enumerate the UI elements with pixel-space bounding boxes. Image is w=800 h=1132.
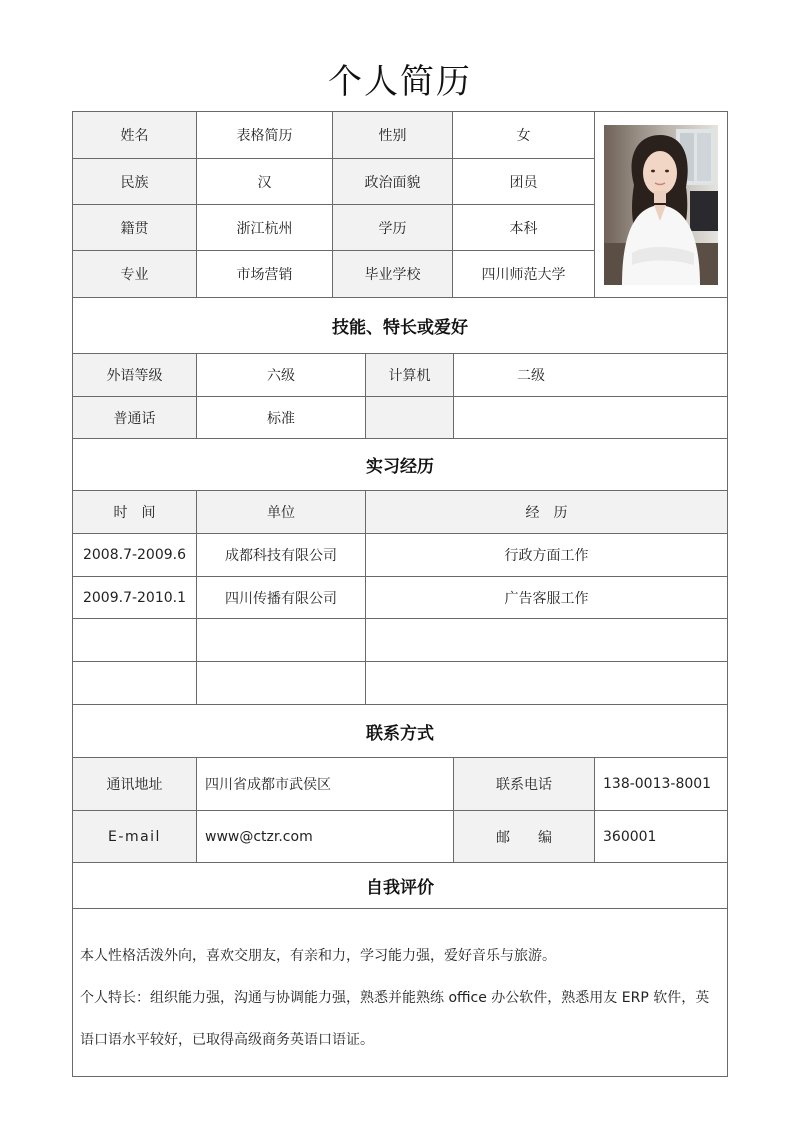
name-label: 姓名 xyxy=(73,112,197,159)
evaluation-heading: 自我评价 xyxy=(73,863,727,909)
internship-header-unit: 单位 xyxy=(197,491,366,534)
empty-row-cell xyxy=(197,662,366,705)
hometown-label: 籍贯 xyxy=(73,205,197,251)
name-value: 表格简历 xyxy=(197,112,333,159)
postcode-value: 360001 xyxy=(595,811,727,863)
contact-heading: 联系方式 xyxy=(73,705,727,758)
gender-value: 女 xyxy=(453,112,595,159)
evaluation-text xyxy=(73,909,727,1076)
table-row-experience: 行政方面工作 xyxy=(366,534,727,577)
ethnicity-value: 汉 xyxy=(197,159,333,205)
gender-label: 性别 xyxy=(333,112,453,159)
education-label: 学历 xyxy=(333,205,453,251)
ethnicity-label: 民族 xyxy=(73,159,197,205)
postcode-label: 邮 编 xyxy=(454,811,595,863)
hometown-value: 浙江杭州 xyxy=(197,205,333,251)
school-value: 四川师范大学 xyxy=(453,251,595,298)
table-row-time: 2009.7-2010.1 xyxy=(73,577,197,619)
empty-row-cell xyxy=(366,662,727,705)
mandarin-label: 普通话 xyxy=(73,397,197,439)
address-value: 四川省成都市武侯区 xyxy=(197,758,454,811)
computer-value: 二级 xyxy=(454,354,727,397)
phone-label: 联系电话 xyxy=(454,758,595,811)
page-title: 个人简历 xyxy=(328,62,472,102)
empty-row-cell xyxy=(366,619,727,662)
phone-value: 138-0013-8001 xyxy=(595,758,727,811)
political-value: 团员 xyxy=(453,159,595,205)
resume-table xyxy=(72,111,728,1077)
email-label: E-mail xyxy=(73,811,197,863)
computer-label: 计算机 xyxy=(366,354,454,397)
internship-header-experience: 经 历 xyxy=(366,491,727,534)
table-row-experience: 广告客服工作 xyxy=(366,577,727,619)
foreign-language-label: 外语等级 xyxy=(73,354,197,397)
internship-header-time: 时 间 xyxy=(73,491,197,534)
avatar xyxy=(604,125,718,285)
evaluation-line: 本人性格活泼外向，喜欢交朋友，有亲和力，学习能力强，爱好音乐与旅游。 xyxy=(80,948,556,964)
table-row-unit: 成都科技有限公司 xyxy=(197,534,366,577)
table-row-time: 2008.7-2009.6 xyxy=(73,534,197,577)
table-row-unit: 四川传播有限公司 xyxy=(197,577,366,619)
photo-cell xyxy=(595,112,727,298)
foreign-language-value: 六级 xyxy=(197,354,366,397)
political-label: 政治面貌 xyxy=(333,159,453,205)
major-label: 专业 xyxy=(73,251,197,298)
evaluation-line: 个人特长：组织能力强，沟通与协调能力强，熟悉并能熟练 office 办公软件，熟悉用友 ERP 软件，英语口语水平较好，已取得高级商务英语口语证。 xyxy=(80,990,710,1048)
empty-row-cell xyxy=(197,619,366,662)
empty-value-cell xyxy=(454,397,727,439)
internship-heading: 实习经历 xyxy=(73,439,727,491)
empty-row-cell xyxy=(73,662,197,705)
school-label: 毕业学校 xyxy=(333,251,453,298)
major-value: 市场营销 xyxy=(197,251,333,298)
email-value: www@ctzr.com xyxy=(197,811,454,863)
empty-row-cell xyxy=(73,619,197,662)
education-value: 本科 xyxy=(453,205,595,251)
mandarin-value: 标准 xyxy=(197,397,366,439)
skills-heading: 技能、特长或爱好 xyxy=(73,298,727,354)
empty-label-cell xyxy=(366,397,454,439)
address-label: 通讯地址 xyxy=(73,758,197,811)
